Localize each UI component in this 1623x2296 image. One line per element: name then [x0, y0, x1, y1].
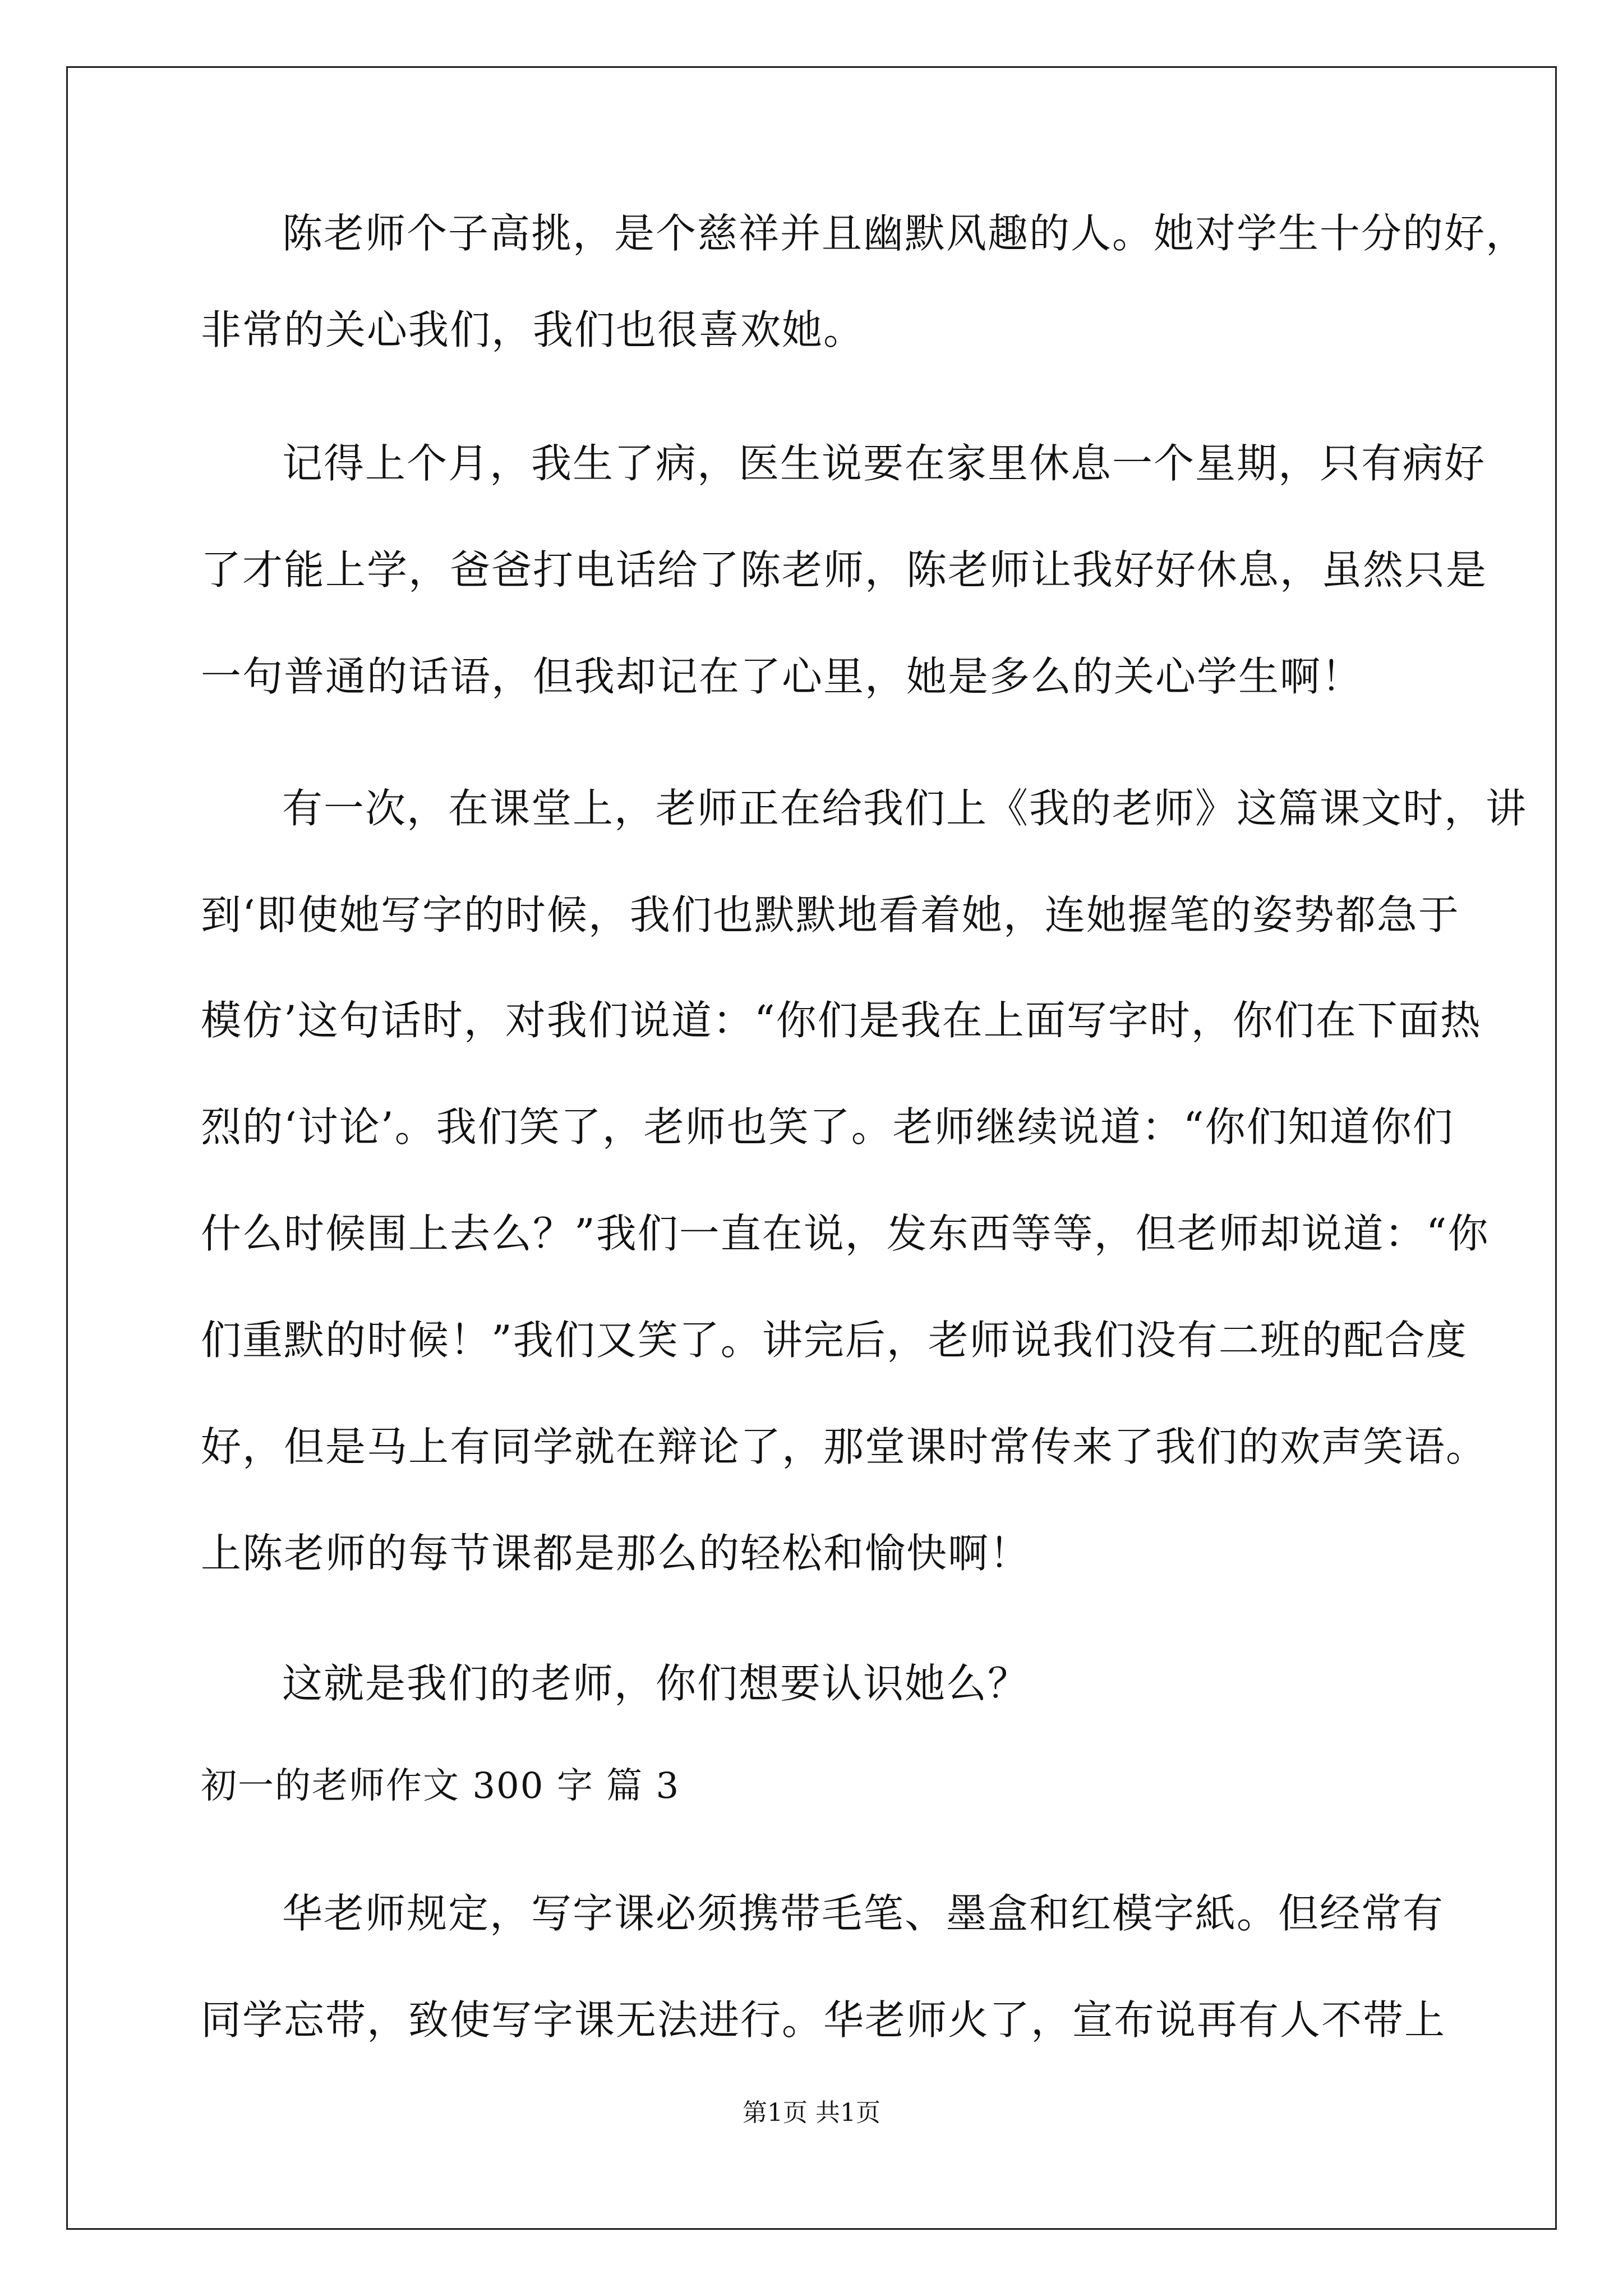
page-number: 第1页 共1页: [743, 2099, 880, 2127]
page-footer: [0, 2101, 1623, 2125]
